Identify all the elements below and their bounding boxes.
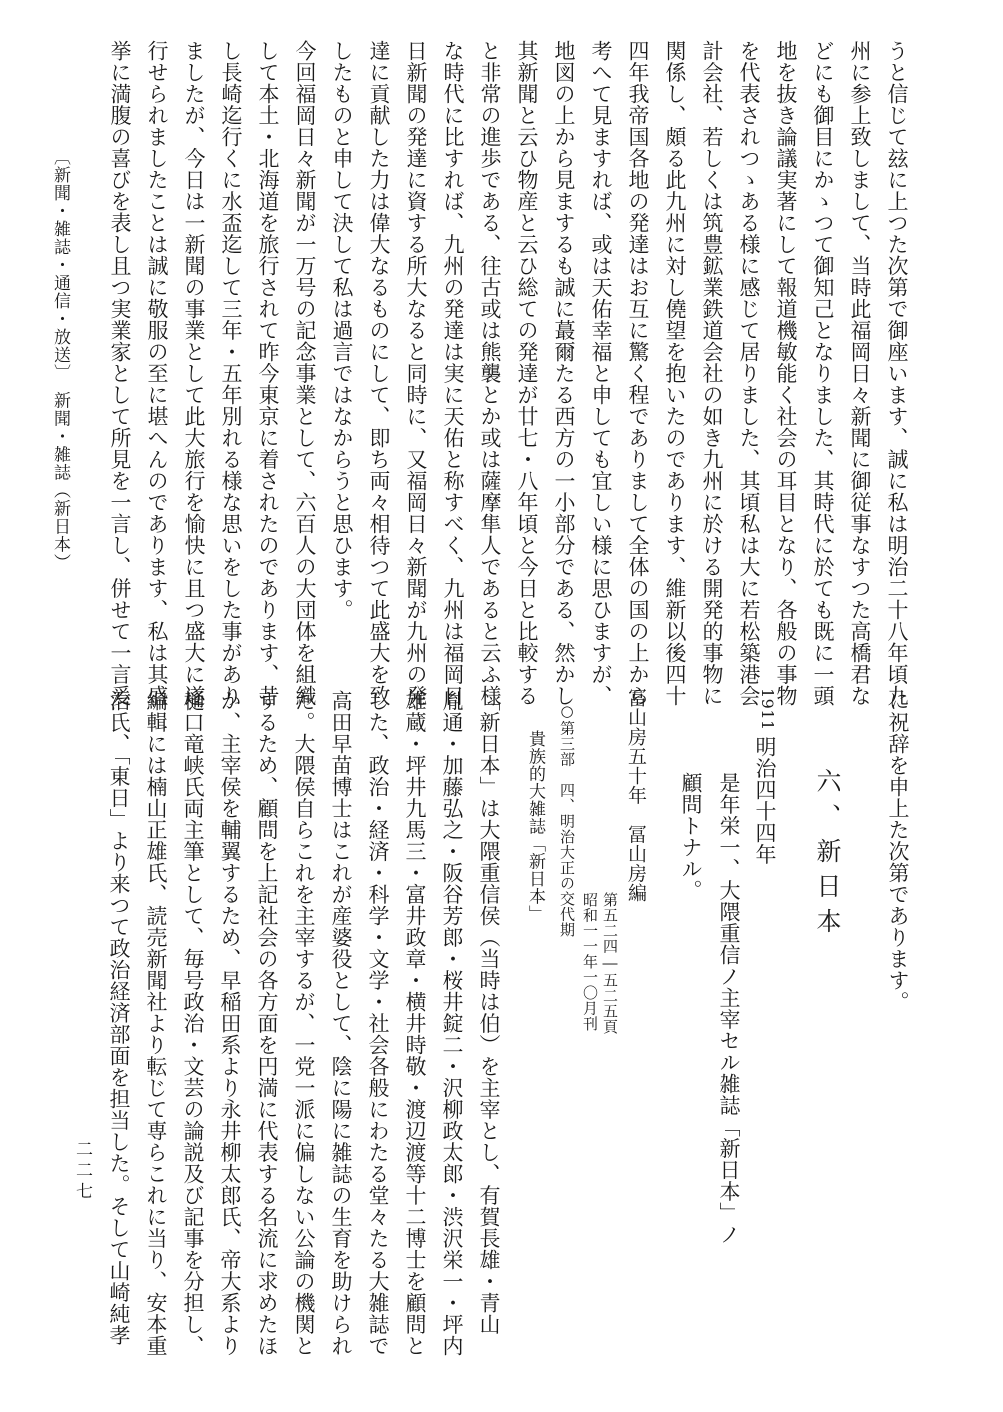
continuation-line: に祝辞を申上た次第であります。 — [886, 690, 910, 1013]
body-column: 挙に満腹の喜びを表し且つ実業家として所見を一言し、併せて一言爰 — [108, 40, 132, 707]
body-column: を代表されつゝある様に感じて居りました、其頃私は大に若松築港会 — [737, 40, 761, 707]
body-column: な時代に比すれば、九州の発達は実に天佑と称すべく、九州は福岡日 — [441, 40, 465, 707]
running-head: 〔新聞・雑誌・通信・放送〕 新聞・雑誌（新日本） — [50, 148, 70, 572]
body-column: どにも御目にかゝつて御知己となりました、其時代に於ても既に一頭 — [811, 40, 835, 707]
body-column: ましたが、今日は一新聞の事業として此大旅行を愉快に且つ盛大に遂 — [182, 40, 206, 707]
article-body-column: 雄蔵・坪井九馬三・富井政章・横井時敬・渡辺渡等十二博士を顧問と — [403, 690, 427, 1357]
source-pages: 第五二四―五二五頁 — [601, 892, 619, 1035]
body-column: と非常の進歩である、往古或は熊襲とか或は薩摩隼人であると云ふ様 — [478, 40, 502, 707]
article-body-column: 樋口竜峡氏両主筆として、毎号政治・文芸の論説及び記事を分担し、 — [181, 690, 205, 1357]
entry-text: 顧問トナル。 — [679, 772, 703, 901]
article-body-column: 胤通・加藤弘之・阪谷芳郎・桜井錠二・沢柳政太郎・渋沢栄一・坪内 — [440, 690, 464, 1357]
source-date: 昭和一一年一〇月刊 — [581, 892, 599, 1032]
entry-year-western: 1911 — [758, 688, 777, 731]
article-body-column: 治氏、「東日」より来つて政治経済部面を担当した。そして山崎純孝 — [107, 690, 131, 1346]
body-column: うと信じて玆に上つた次第で御座います、誠に私は明治二十八年頃九 — [885, 40, 909, 707]
body-column: 其新聞と云ひ物産と云ひ総ての発達が廿七・八年頃と今日と比較する — [515, 40, 539, 707]
body-column: したものと申して決して私は過言ではなからうと思ひます。 — [330, 40, 354, 621]
article-body-column: か、主宰侯を輔翼するため、早稲田系より永井柳太郎氏、帝大系より — [218, 690, 242, 1357]
body-column: 関係し、頗る此九州に対し僥望を抱いたのであります、維新以後四十 — [663, 40, 687, 707]
article-body-column: 編輯には楠山正雄氏、読売新聞社より転じて専らこれに当り、安本重 — [144, 690, 168, 1357]
body-column: 日新聞の発達に資する所大なると同時に、又福岡日々新聞が九州の発 — [404, 40, 428, 707]
page-number: 二二七 — [72, 1140, 92, 1203]
body-column: 達に貢献した力は偉大なるものにして、即ち両々相待つて此盛大を致 — [367, 40, 391, 707]
body-column: 四年我帝国各地の発達はお互に驚く程でありまして全体の国の上から — [626, 40, 650, 707]
article-body-column: するため、顧問を上記社会の各方面を円満に代表する名流に求めたほ — [255, 690, 279, 1357]
body-column: 行せられましたことは誠に敬服の至に堪へんのであります、私は其盛 — [145, 40, 169, 707]
body-column: 地図の上から見まするも誠に蕞爾たる西方の一小部分である、然かし — [552, 40, 576, 707]
article-body-column: た。大隈侯自らこれを主宰するが、一党一派に偏しない公論の機関と — [292, 690, 316, 1357]
body-column: 考へて見ますれば、或は天佑幸福と申しても宜しい様に思ひますが、 — [589, 40, 613, 707]
article-title: 貴族的大雑誌「新日本」 — [525, 730, 545, 923]
entry-year: 明治四十四年 — [753, 736, 777, 865]
source-title: 冨山房五十年 冨山房編 — [625, 688, 647, 903]
source-chapter: ○第三部 四、明治大正の交代期 — [558, 702, 576, 938]
body-column: して本土・北海道を旅行されて昨今東京に着されたのであります、昔 — [256, 40, 280, 707]
body-column: し長崎迄行くに水盃迄して三年・五年別れる様な思いをした事があり — [219, 40, 243, 707]
article-body-column: した、政治・経済・科学・文学・社会各般にわたる堂々たる大雑誌で — [366, 690, 390, 1357]
body-column: 今回福岡日々新聞が一万号の記念事業として、六百人の大団体を組織 — [293, 40, 317, 707]
entry-text: 是年栄一、大隈重信ノ主宰セル雑誌「新日本」ノ — [717, 772, 741, 1245]
body-column: 地を抜き論議実著にして報道機敏能く社会の耳目となり、各般の事物 — [774, 40, 798, 707]
article-body-column: 「新日本」は大隈重信侯（当時は伯）を主宰とし、有賀長雄・青山 — [477, 690, 501, 1335]
article-body-column: 高田早苗博士はこれが産婆役として、陰に陽に雑誌の生育を助けられ — [329, 690, 353, 1357]
body-column: 州に参上致しまして、当時此福岡日々新聞に御従事なすつた高橋君な — [848, 40, 872, 707]
section-heading: 六、新日本 — [813, 768, 842, 943]
body-column: 計会社、若しくは筑豊鉱業鉄道会社の如き九州に於ける開発的事物に — [700, 40, 724, 707]
